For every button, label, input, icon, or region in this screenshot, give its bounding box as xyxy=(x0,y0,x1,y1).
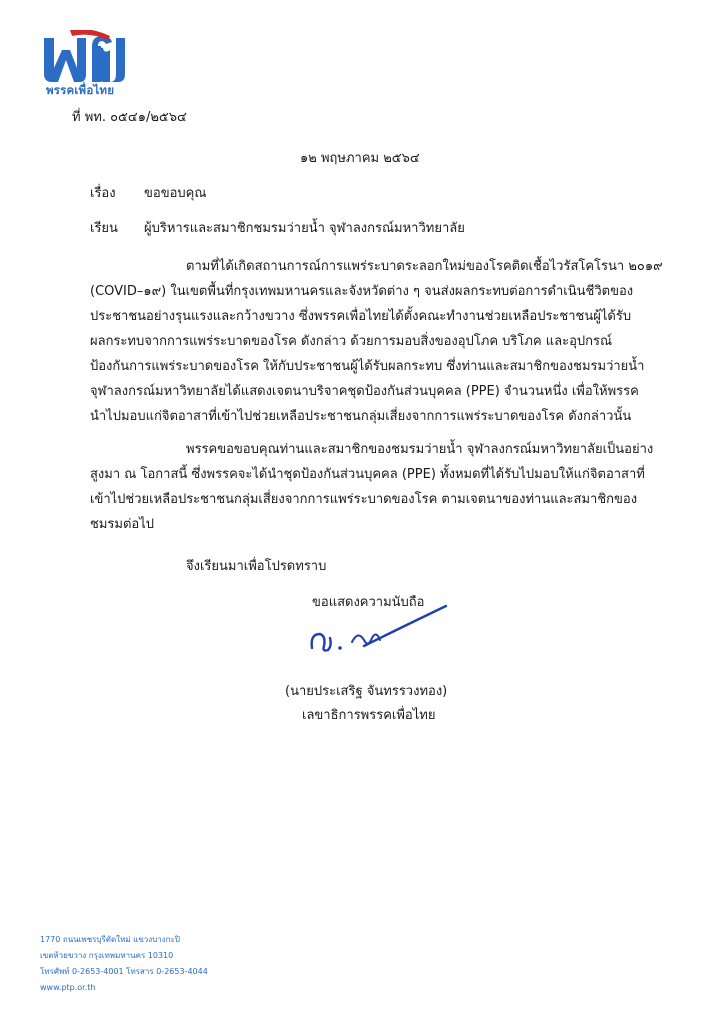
subject-value: ขอขอบคุณ xyxy=(144,186,207,201)
paragraph-line: พรรคขอขอบคุณท่านและสมาชิกของชมรมว่ายน้ำ จุฬาลงกรณ์มหาวิทยาลัยเป็นอย่าง xyxy=(186,442,654,457)
party-logo-mark xyxy=(40,30,140,86)
signer-name: (นายประเสริฐ จันทรรวงทอง) xyxy=(285,684,448,699)
paragraph-line: ประชาชนอย่างรุนแรงและกว้างขวาง ซึ่งพรรคเพื่อไทยได้ตั้งคณะทำงานช่วยเหลือประชาชนผู้ได้รับ xyxy=(90,309,632,324)
paragraph-line: เข้าไปช่วยเหลือประชาชนกลุ่มเสี่ยงจากการแพร่ระบาดของโรค ตามเจตนาของท่านและสมาชิกของ xyxy=(90,492,638,507)
reference-number: ที่ พท. ๐๕๔๑/๒๕๖๔ xyxy=(72,110,187,125)
paragraph-line: นำไปมอบแก่จิตอาสาที่เข้าไปช่วยเหลือประชาชนกลุ่มเสี่ยงจากการแพร่ระบาดของโรค ดังกล่าวนั้น xyxy=(90,409,632,424)
recipient-value: ผู้บริหารและสมาชิกชมรมว่ายน้ำ จุฬาลงกรณ์มหาวิทยาลัย xyxy=(144,221,465,236)
letterhead-footer xyxy=(40,932,208,996)
paragraph-line: จุฬาลงกรณ์มหาวิทยาลัยได้แสดงเจตนาบริจาคชุดป้องกันส่วนบุคคล (PPE) จำนวนหนึ่ง เพื่อให้พรรค xyxy=(90,384,639,399)
footer-address-line-1: 1770 ถนนเพชรบุรีตัดใหม่ แขวงบางกะปิ xyxy=(40,935,180,944)
body-paragraph-1 xyxy=(90,254,663,429)
paragraph-line: ตามที่ได้เกิดสถานการณ์การแพร่ระบาดระลอกใหม่ของโรคติดเชื้อไวรัสโคโรนา ๒๐๑๙ xyxy=(186,259,663,274)
party-name: พรรคเพื่อไทย xyxy=(46,83,115,97)
footer-address-line-2: เขตห้วยขวาง กรุงเทพมหานคร 10310 xyxy=(40,951,174,960)
closing-line: จึงเรียนมาเพื่อโปรดทราบ xyxy=(186,559,327,574)
paragraph-line: ผลกระทบจากการแพร่ระบาดของโรค ดังกล่าว ด้วยการมอบสิ่งของอุปโภค บริโภค และอุปกรณ์ xyxy=(90,334,613,349)
paragraph-line: ป้องกันการแพร่ระบาดของโรค ให้กับประชาชนผู้ได้รับผลกระทบ ซึ่งท่านและสมาชิกของชมรมว่ายน้ำ xyxy=(90,359,645,374)
paragraph-line: สูงมา ณ โอกาสนี้ ซึ่งพรรคจะได้นำชุดป้องกันส่วนบุคคล (PPE) ทั้งหมดที่ได้รับไปมอบให้แก่จิตอาสาที่ xyxy=(90,467,645,482)
subject-label: เรื่อง xyxy=(90,186,116,201)
signer-title: เลขาธิการพรรคเพื่อไทย xyxy=(302,708,436,723)
letter-date: ๑๒ พฤษภาคม ๒๕๖๔ xyxy=(300,151,420,166)
salutation: ขอแสดงความนับถือ xyxy=(312,595,425,610)
handwritten-signature xyxy=(306,600,456,664)
footer-phone-fax: โทรศัพท์ 0-2653-4001 โทรสาร 0-2653-4044 xyxy=(40,967,208,976)
paragraph-line: (COVID–๑๙) ในเขตพื้นที่กรุงเทพมหานครและจังหวัดต่าง ๆ จนส่งผลกระทบต่อการดำเนินชีวิตของ xyxy=(90,284,634,299)
body-paragraph-2 xyxy=(90,437,654,537)
paragraph-line: ชมรมต่อไป xyxy=(90,517,154,532)
footer-website: www.ptp.or.th xyxy=(40,983,96,992)
recipient-label: เรียน xyxy=(90,221,118,236)
